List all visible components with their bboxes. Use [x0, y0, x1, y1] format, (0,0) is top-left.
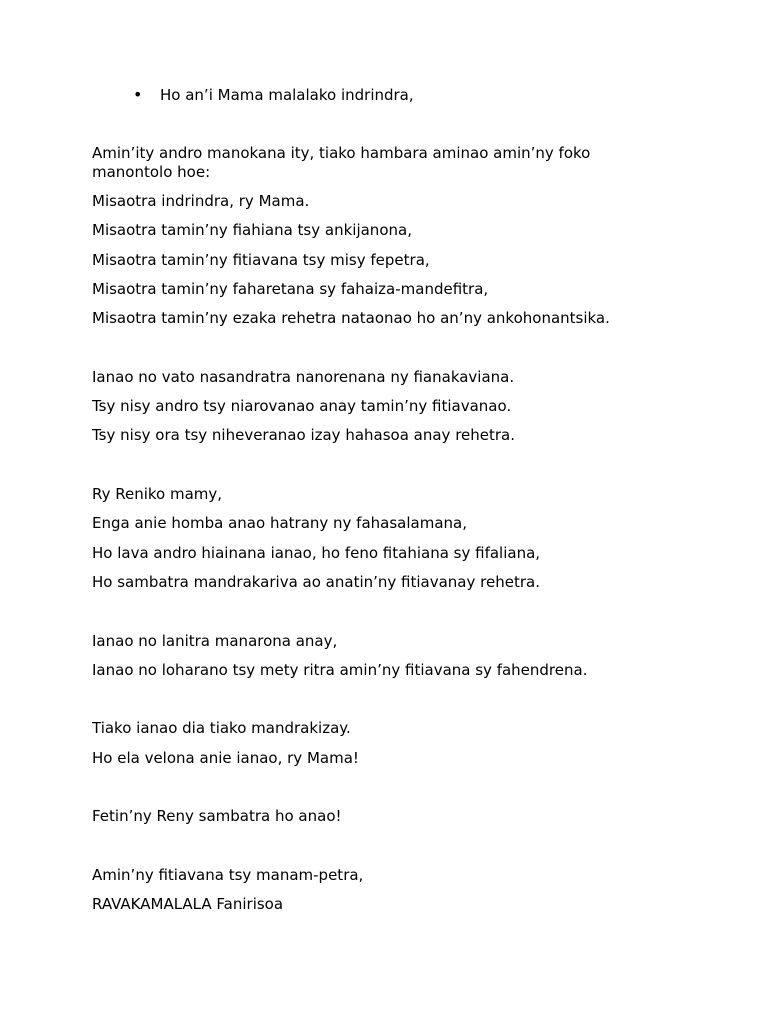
text-line: Tsy nisy ora tsy niheveranao izay hahasoa anay rehetra.: [92, 426, 516, 444]
bullet-icon: •: [133, 85, 143, 104]
text-line: Misaotra tamin’ny faharetana sy fahaiza-mandefitra,: [92, 280, 489, 298]
closing-line: Amin’ny fitiavana tsy manam-petra,: [92, 866, 364, 884]
text-line: Ianao no lanitra manarona anay,: [92, 632, 338, 650]
text-line: Ho ela velona anie ianao, ry Mama!: [92, 749, 359, 767]
text-line: Tiako ianao dia tiako mandrakizay.: [92, 719, 351, 737]
text-line: Ianao no vato nasandratra nanorenana ny fianakaviana.: [92, 368, 515, 386]
text-line: Ho sambatra mandrakariva ao anatin’ny fitiavanay rehetra.: [92, 573, 540, 591]
text-line: Fetin’ny Reny sambatra ho anao!: [92, 807, 342, 825]
greeting-text: Ho an’i Mama malalako indrindra,: [160, 86, 414, 104]
text-line: Misaotra tamin’ny fitiavana tsy misy fepetra,: [92, 251, 430, 269]
intro-paragraph: Amin’ity andro manokana ity, tiako hambara aminao amin’ny foko manontolo hoe:: [92, 144, 591, 181]
text-line: Ianao no loharano tsy mety ritra amin’ny fitiavana sy fahendrena.: [92, 661, 588, 679]
text-line: Ho lava andro hiainana ianao, ho feno fitahiana sy fifaliana,: [92, 544, 541, 562]
text-line: Misaotra tamin’ny fiahiana tsy ankijanona,: [92, 221, 412, 239]
text-line: Enga anie homba anao hatrany ny fahasalamana,: [92, 514, 467, 532]
text-line: Misaotra tamin’ny ezaka rehetra nataonao ho an’ny ankohonantsika.: [92, 309, 610, 327]
text-line: Ry Reniko mamy,: [92, 485, 223, 503]
text-line: Misaotra indrindra, ry Mama.: [92, 192, 310, 210]
bullet-list-item: [133, 85, 414, 105]
signature: RAVAKAMALALA Fanirisoa: [92, 895, 284, 913]
text-line: Tsy nisy andro tsy niarovanao anay tamin’ny fitiavanao.: [92, 397, 512, 415]
